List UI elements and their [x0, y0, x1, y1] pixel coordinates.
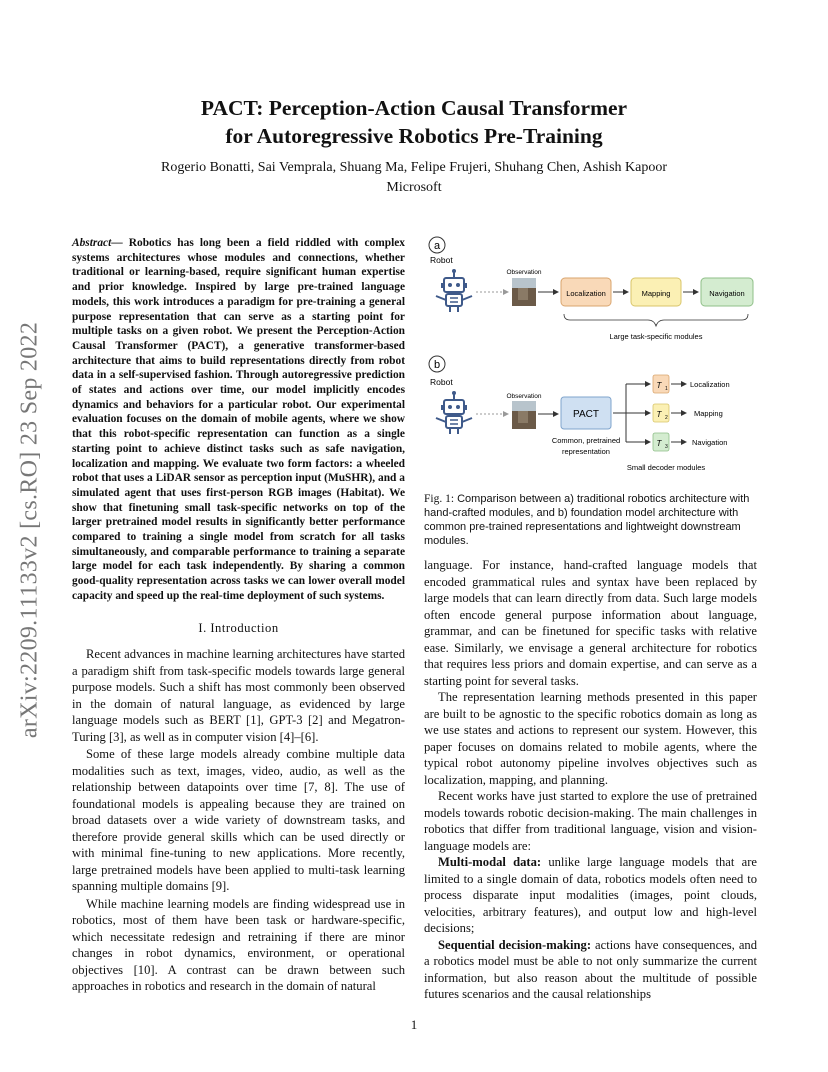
- right-paragraph-3: Recent works have just started to explore the use of pretrained models towards robotic decision-making. The main challenges in robotics that differ from traditional language, vision and vision-language models are:: [424, 789, 757, 853]
- small-modules-label: Small decoder modules: [626, 463, 706, 472]
- observation-label-a: Observation: [506, 269, 542, 276]
- decoder-t3-sub: 3: [665, 444, 668, 450]
- paper-title: [0, 94, 828, 150]
- panel-b-label: b: [433, 359, 441, 371]
- sequential-text: actions have consequences, and a robotics model must be able to not only summarize the current information, but also reason about the multitude of possible futures scenarios and the causal relationships: [424, 937, 758, 1001]
- robot-label-a: Robot: [430, 255, 453, 265]
- right-column: [424, 557, 757, 1003]
- large-modules-label: Large task-specific modules: [609, 332, 703, 341]
- sequential-term: Sequential decision-making:: [438, 937, 592, 952]
- robot-icon-a: [436, 269, 472, 312]
- decoder-t2-sub: 2: [665, 415, 668, 421]
- robot-icon-b: [436, 391, 472, 434]
- left-column: [72, 236, 405, 995]
- right-paragraph-2: The representation learning methods presented in this paper are built to be agnostic to the specific robotics domain as long as we use states and actions to represent our system. However, this paper focuses on domains related to mobile agents, where the typical robot autonomy pipeline involves objectives such as localization, mapping, and planning.: [424, 690, 757, 787]
- multi-modal-term: Multi-modal data:: [438, 855, 542, 869]
- robot-label-b: Robot: [430, 377, 453, 387]
- multi-modal-text: unlike large language models that are limited to a single domain of data, robotics models often need to process disparate input modalities (images, point clouds, velocities, arbitrary features), and output low and high-level decisions;: [424, 855, 758, 935]
- panel-a-label: a: [433, 240, 441, 252]
- decoder-t3-label: T: [656, 439, 662, 448]
- decoder-t1-label: T: [656, 381, 662, 390]
- author-block: [0, 158, 828, 198]
- abstract: [72, 236, 405, 604]
- affiliation: Microsoft: [386, 180, 442, 195]
- mapping-module-label: Mapping: [641, 289, 671, 298]
- authors: Rogerio Bonatti, Sai Vemprala, Shuang Ma, Felipe Frujeri, Shuhang Chen, Ashish Kapoor: [160, 160, 668, 175]
- abstract-text: — Robotics has long been a field riddled with complex systems architectures whose modules and connections, whether traditional or learning-based, require significant human expertise and prior knowledge. Inspired by large pre-trained language models, this work introduces a paradigm for pre-training a general purpose representation that can serve as a starting point for multiple tasks on a given robot. We present the Perception-Action Causal Transformer (PACT), a generative transformer-based architecture that aims to build representations directly from robot data in a self-supervised fashion. Through autoregressive prediction of states and actions over time, our model implicitly encodes dynamics and behaviors for a particular robot. Our experimental evaluation focuses on the domain of mobile agents, where we show that this robot-specific representation can function as a single starting point to achieve distinct tasks such as safe navigation, localization and mapping. We evaluate two form factors: a wheeled robot that uses a LiDAR sensor as perception input (MuSHR), and a simulated agent that uses first-person RGB images (Habitat). We show that finetuning small task-specific networks on top of the larger pretrained model results in significantly better performance compared to training a single model from scratch for all tasks simultaneously, and comparable performance to training a separate large model for each task independently. By sharing a common good-quality representation across tasks we can lower overall model capacity and speed up the real-time deployment of such systems.: [72, 237, 405, 602]
- intro-paragraph-1: Recent advances in machine learning architectures have started a paradigm shift from task-specific models towards large general purpose models. Such a shift has most commonly been observed in the domain of natural language, as evidenced by large language models such as BERT [1], GPT-3 [2] and Megatron-Turing [3], as well as in computer vision [4]–[6].: [72, 647, 405, 744]
- intro-paragraph-2: Some of these large models already combine multiple data modalities such as text, images, video, audio, as well as the relationship between datapoints over time [7, 8]. The use of foundational models is appealing because they are trained on broad datasets over a wide variety of downstream tasks, and therefore provide general skills which can be used directly or with minimal fine-tuning to new applications. More recently, large pretrained models have been applied to multi-task learning spanning multiple domains [9].: [72, 747, 405, 894]
- figure-1-diagram: [424, 234, 764, 484]
- title-line-1: PACT: Perception-Action Causal Transformer: [200, 96, 628, 120]
- caption-label: Fig. 1:: [424, 493, 455, 505]
- common-representation-label-1: Common, pretrained: [551, 436, 621, 445]
- task-mapping-label: Mapping: [694, 409, 723, 418]
- abstract-lead: Abstract: [72, 237, 112, 249]
- decoder-t2-label: T: [656, 410, 662, 419]
- navigation-module-label: Navigation: [709, 289, 745, 298]
- right-paragraph-1: language. For instance, hand-crafted language models that encoded grammatical rules and syntax have been replaced by large models that can learn directly from data. Such large models often encode general purpose information about language, grammar, and can be finetuned for specific tasks with relative ease. Similarly, we envisage a general architecture for robotics that requires less priors and domain expertise, and can serve as a starting point for several tasks.: [424, 558, 757, 688]
- task-navigation-label: Navigation: [692, 438, 728, 447]
- large-modules-brace: [564, 314, 748, 326]
- observation-image-b: [512, 401, 536, 429]
- arxiv-stamp: [6, 300, 54, 760]
- arxiv-id: arXiv:2209.11133v2 [cs.RO] 23 Sep 2022: [16, 321, 43, 739]
- decoder-t1-sub: 1: [665, 386, 668, 392]
- task-localization-label: Localization: [690, 380, 730, 389]
- right-paragraph-4: [424, 854, 757, 937]
- observation-label-b: Observation: [506, 393, 542, 400]
- title-line-2: for Autoregressive Robotics Pre-Training: [225, 124, 603, 148]
- right-paragraph-5: [424, 937, 757, 1003]
- common-representation-label-2: representation: [562, 447, 610, 456]
- observation-image-a: [512, 278, 536, 306]
- figure-caption: [424, 492, 757, 548]
- page-number: 1: [410, 1017, 418, 1032]
- localization-module-label: Localization: [566, 289, 606, 298]
- section-heading: I. Introduction: [198, 620, 279, 635]
- intro-paragraph-3: While machine learning models are finding widespread use in robotics, most of them have been task or hardware-specific, which necessitate redesign and retraining if there are minor changes in robot dynamics, environment, or operational objectives [10]. A contrast can be drawn between such approaches in robotics and research in the domain of natural: [72, 896, 405, 994]
- caption-text: Comparison between a) traditional robotics architecture with hand-crafted modules, and b) foundation model architecture with common pre-trained representations and lightweight downstream modules.: [424, 493, 750, 547]
- pact-module-label: PACT: [573, 409, 599, 420]
